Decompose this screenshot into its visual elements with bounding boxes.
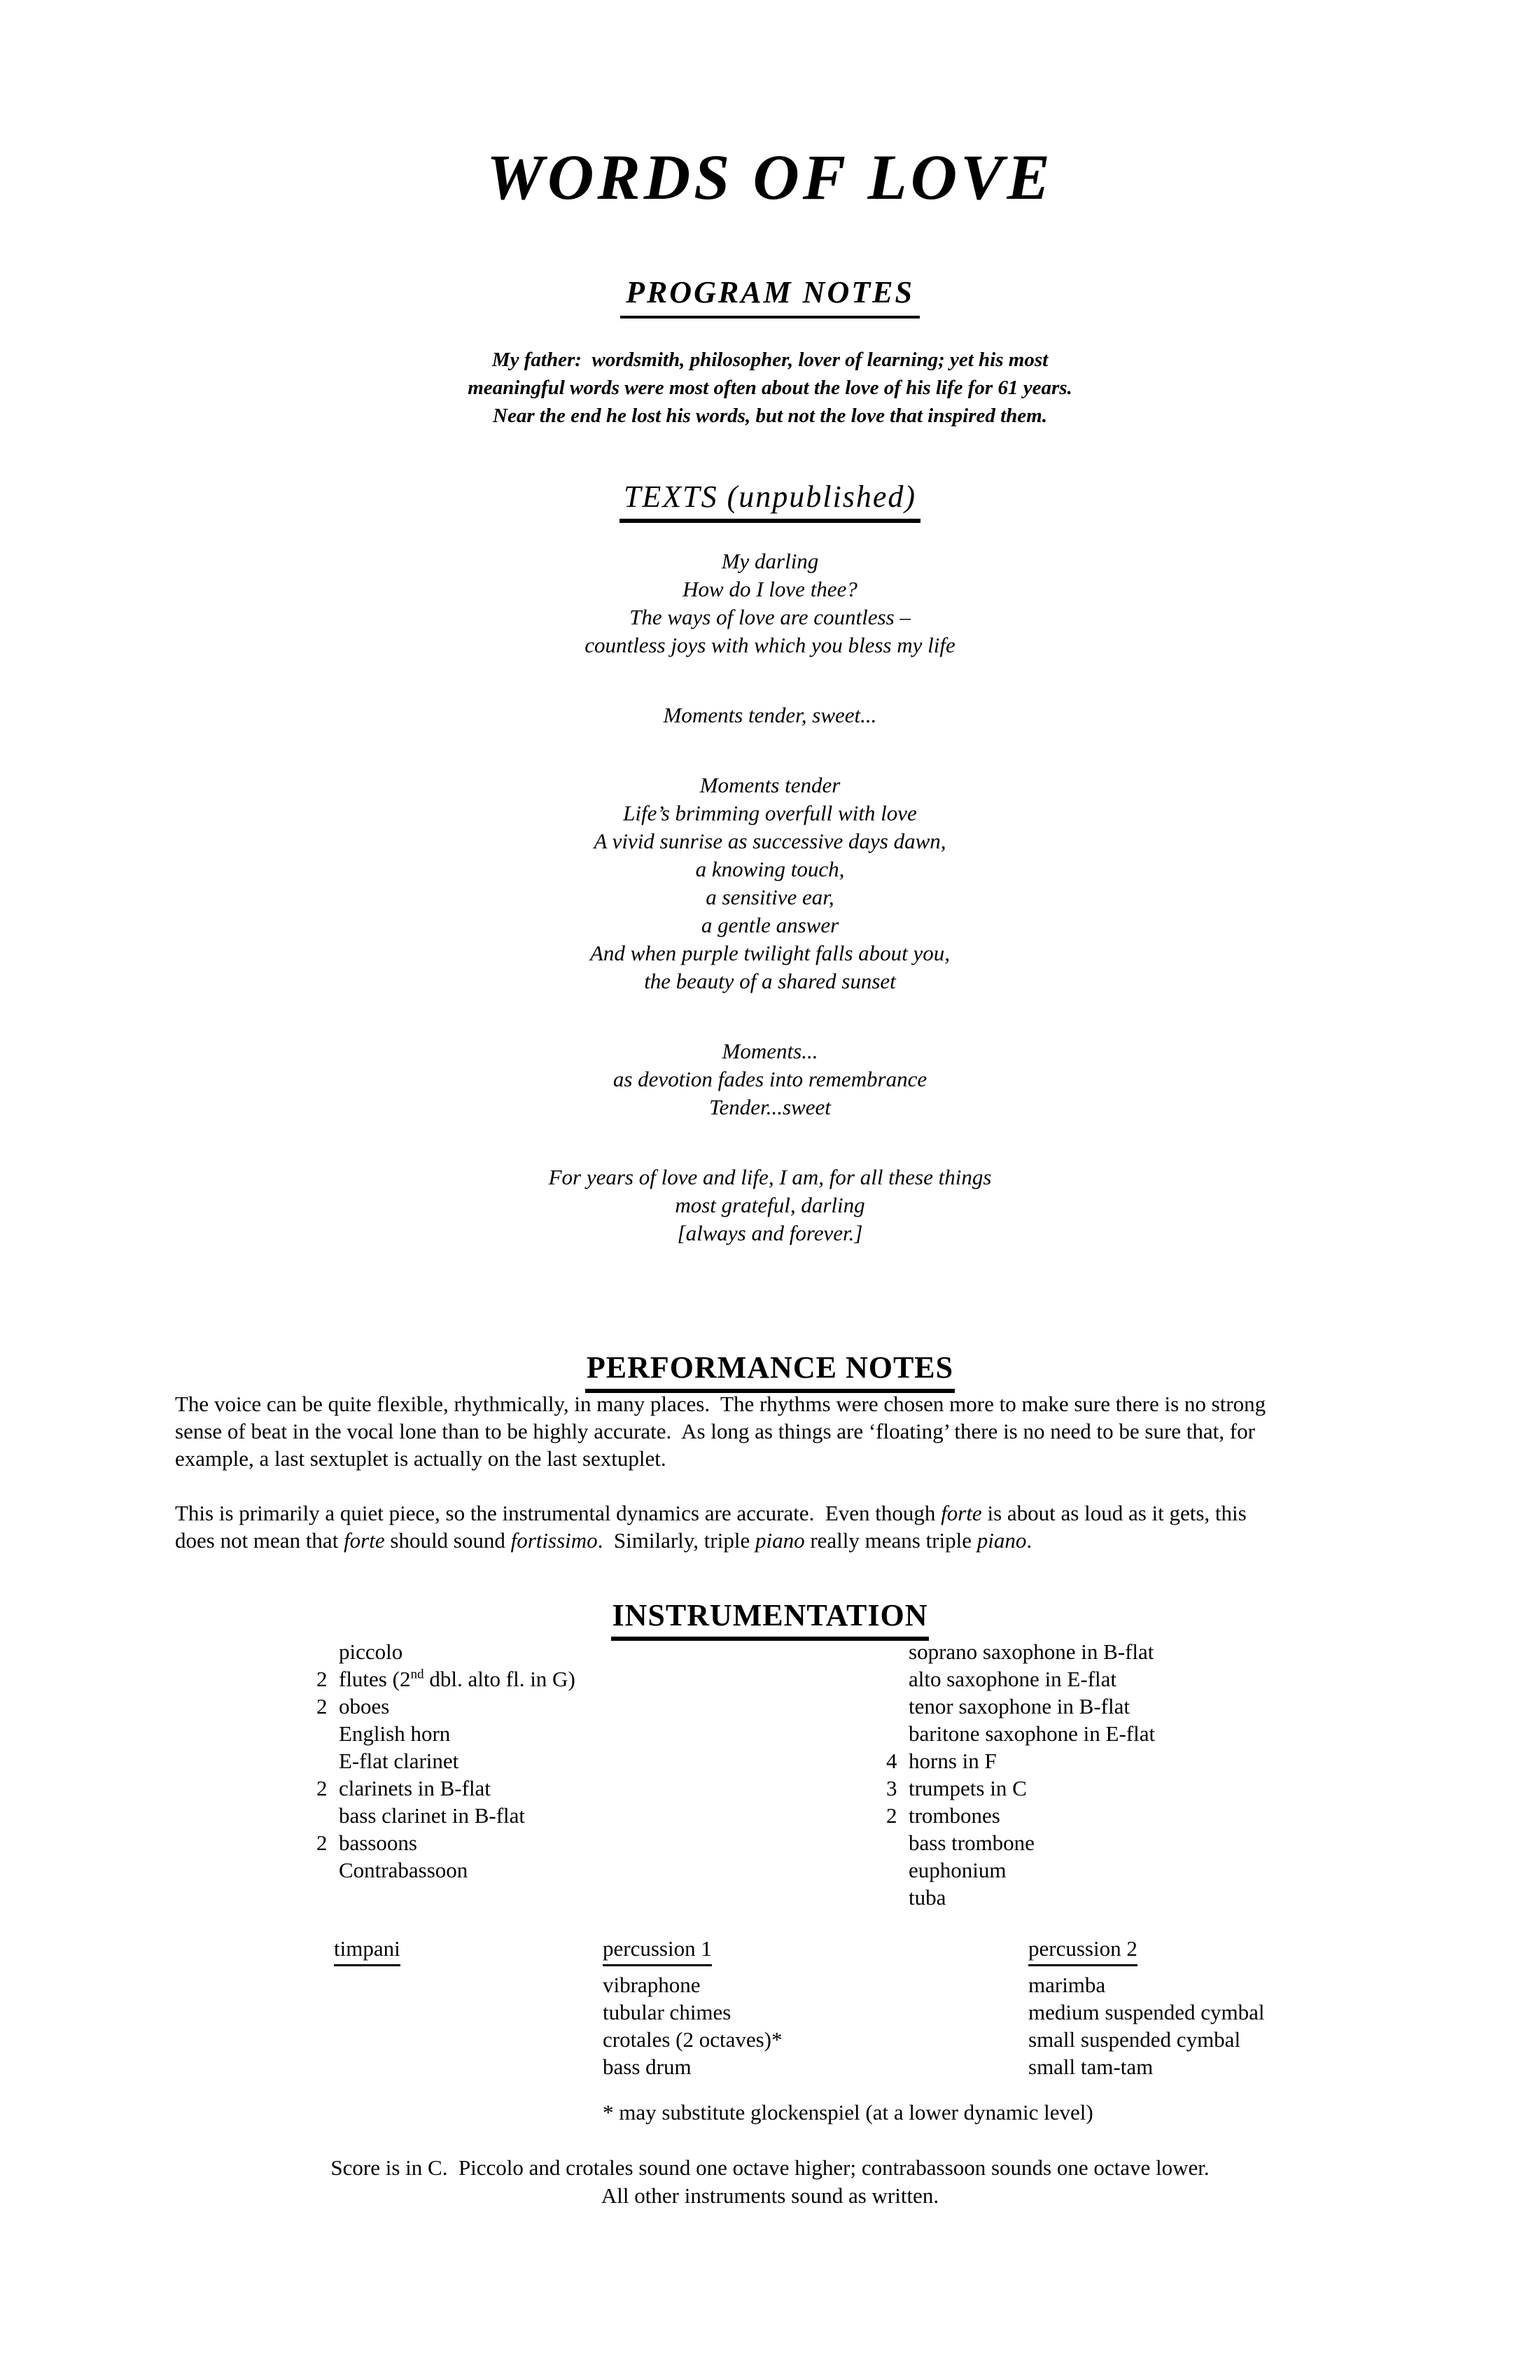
instrument-count: 2: [316, 1667, 328, 1691]
program-notes-heading-text: PROGRAM NOTES: [620, 274, 920, 318]
timpani-label: timpani: [334, 1935, 400, 1966]
text-segment: should sound: [384, 1528, 511, 1553]
text-line: Score is in C. Piccolo and crotales sound one octave higher; contrabassoon sounds one octave lower.: [330, 2155, 1210, 2180]
text-segment: dbl. alto fl. in G): [424, 1667, 575, 1691]
dedication-text: [0, 346, 1540, 430]
timpani-column: [334, 1935, 400, 1971]
instrument-count: 2: [886, 1803, 897, 1828]
poem-line: the beauty of a shared sunset: [644, 969, 896, 993]
percussion-2-column: [1028, 1935, 1265, 2080]
instrument-row: [316, 1856, 575, 1884]
text-line: The voice can be quite flexible, rhythmically, in many places. The rhythms were chosen more to make sure there is no strong: [175, 1392, 1266, 1416]
percussion-item: small suspended cymbal: [1028, 2027, 1241, 2052]
percussion-item: bass drum: [603, 2054, 692, 2079]
instrument-name: piccolo: [339, 1639, 403, 1664]
performance-notes-paragraph-1: [175, 1390, 1376, 1472]
instrument-row: [316, 1665, 575, 1693]
instrument-name: Contrabassoon: [339, 1858, 468, 1882]
text-line: Near the end he lost his words, but not the love that inspired them.: [493, 405, 1047, 427]
poem-stanza: [0, 701, 1540, 729]
poem-line: Moments...: [722, 1039, 818, 1063]
crotales-footnote: * may substitute glockenspiel (at a lower dynamic level): [603, 2100, 1093, 2124]
text-segment: forte: [941, 1501, 982, 1525]
instrument-row: [316, 1829, 575, 1856]
text-line: My father: wordsmith, philosopher, lover of learning; yet his most: [491, 349, 1049, 371]
percussion-1-column: [603, 1935, 783, 2080]
poem-stanza: [0, 1037, 1540, 1121]
instrument-row: [316, 1747, 575, 1774]
instrument-name: trombones: [909, 1803, 1000, 1828]
instrument-row: [316, 1802, 575, 1829]
poem-line: as devotion fades into remembrance: [612, 1067, 927, 1091]
poem-texts: [0, 547, 1540, 1289]
instrument-count: 3: [886, 1776, 897, 1800]
instrument-row: [316, 1638, 575, 1665]
instrument-name: alto saxophone in E-flat: [909, 1667, 1116, 1691]
poem-line: Tender...sweet: [709, 1095, 831, 1119]
instrument-name: bass clarinet in B-flat: [339, 1803, 525, 1828]
poem-line: [always and forever.]: [677, 1221, 863, 1245]
poem-line: How do I love thee?: [682, 577, 858, 601]
text-segment: .: [1026, 1528, 1032, 1553]
poem-line: The ways of love are countless –: [629, 605, 911, 629]
instrument-name: clarinets in B-flat: [339, 1776, 491, 1800]
instrument-name: bass trombone: [909, 1830, 1035, 1855]
instrument-name: oboes: [339, 1694, 390, 1718]
instrument-count: 2: [316, 1776, 328, 1800]
percussion-1-header-row: [603, 1935, 783, 1971]
percussion-item: tubular chimes: [603, 2000, 732, 2024]
percussion-item: small tam-tam: [1028, 2054, 1154, 2079]
program-notes-heading: [0, 274, 1540, 318]
instrument-row: [886, 1665, 1155, 1693]
timpani-header-row: [334, 1935, 400, 1971]
instrument-name: baritone saxophone in E-flat: [909, 1721, 1156, 1746]
percussion-2-items: [1028, 1971, 1265, 2080]
instrument-count: 2: [316, 1694, 328, 1718]
instrument-row: [886, 1638, 1155, 1665]
percussion-item: marimba: [1028, 1973, 1106, 1997]
poem-line: countless joys with which you bless my life: [584, 633, 955, 657]
instrument-row: [886, 1693, 1155, 1720]
text-line: All other instruments sound as written.: [601, 2183, 939, 2208]
instrument-name: English horn: [339, 1721, 451, 1746]
percussion-1-label: percussion 1: [603, 1935, 712, 1966]
instrument-name: E-flat clarinet: [339, 1749, 459, 1773]
score-transposition-note: [0, 2154, 1540, 2210]
instrument-row: [316, 1720, 575, 1747]
instrumentation-left-column: [316, 1638, 575, 1884]
performance-notes-body: [175, 1390, 1376, 1581]
text-segment: piano: [976, 1528, 1027, 1553]
text-segment: This is primarily a quiet piece, so the instrumental dynamics are accurate. Even though: [175, 1501, 941, 1525]
poem-line: a knowing touch,: [695, 857, 845, 881]
percussion-1-items: [603, 1971, 783, 2080]
poem-line: Life’s brimming overfull with love: [623, 801, 917, 825]
instrument-row: [886, 1829, 1155, 1856]
instrument-name: soprano saxophone in B-flat: [909, 1639, 1154, 1664]
instrument-row: [316, 1693, 575, 1720]
performance-notes-heading-text: PERFORMANCE NOTES: [585, 1350, 955, 1393]
performance-notes-heading: [0, 1350, 1540, 1393]
instrument-count: 4: [886, 1749, 897, 1773]
poem-line: My darling: [721, 549, 819, 573]
text-segment: flutes (2: [339, 1667, 411, 1691]
percussion-item: medium suspended cymbal: [1028, 2000, 1265, 2024]
instrument-name: tuba: [909, 1885, 946, 1910]
text-segment: really means triple: [804, 1528, 977, 1553]
instrument-name: bassoons: [339, 1830, 417, 1855]
poem-line: And when purple twilight falls about you,: [589, 941, 951, 965]
text-line: example, a last sextuplet is actually on the last sextuplet.: [175, 1446, 666, 1471]
performance-notes-paragraph-2: [175, 1499, 1376, 1554]
instrument-row: [886, 1856, 1155, 1884]
text-segment: piano: [755, 1528, 805, 1553]
percussion-2-label: percussion 2: [1028, 1935, 1138, 1966]
poem-line: Moments tender: [699, 773, 841, 797]
instrument-name: euphonium: [909, 1858, 1007, 1882]
instrument-name: tenor saxophone in B-flat: [909, 1694, 1130, 1718]
instrument-name: trumpets in C: [909, 1776, 1027, 1800]
texts-heading: [0, 479, 1540, 523]
instrument-row: [316, 1774, 575, 1802]
text-line: sense of beat in the vocal lone than to be highly accurate. As long as things are ‘floating’ there is no need to be sure that, for: [175, 1419, 1255, 1443]
text-segment: is about as loud as it gets, this: [981, 1501, 1247, 1525]
instrumentation-heading: [0, 1597, 1540, 1641]
poem-line: Moments tender, sweet...: [663, 703, 877, 727]
poem-stanza: [0, 1163, 1540, 1247]
instrument-name: [339, 1667, 575, 1691]
poem-stanza: [0, 547, 1540, 659]
instrument-row: [886, 1802, 1155, 1829]
percussion-2-header-row: [1028, 1935, 1265, 1971]
poem-line: a gentle answer: [701, 913, 839, 937]
percussion-item: vibraphone: [603, 1973, 701, 1997]
instrument-name: horns in F: [909, 1749, 997, 1773]
text-segment: fortissimo: [510, 1528, 598, 1553]
instrumentation-heading-text: INSTRUMENTATION: [611, 1597, 930, 1641]
instrument-row: [886, 1774, 1155, 1802]
text-segment: forte: [344, 1528, 385, 1553]
instrument-row: [886, 1720, 1155, 1747]
text-segment: does not mean that: [175, 1528, 344, 1553]
poem-line: a sensitive ear,: [706, 885, 834, 909]
text-line: meaningful words were most often about the love of his life for 61 years.: [468, 377, 1072, 399]
instrumentation-right-column: [886, 1638, 1155, 1911]
poem-line: A vivid sunrise as successive days dawn,: [594, 829, 946, 853]
instrument-row: [886, 1747, 1155, 1774]
poem-line: For years of love and life, I am, for all these things: [548, 1165, 992, 1189]
poem-line: most grateful, darling: [675, 1193, 865, 1217]
document-title: WORDS OF LOVE: [486, 141, 1054, 213]
text-segment: nd: [410, 1667, 424, 1682]
percussion-item: crotales (2 octaves)*: [603, 2027, 783, 2052]
poem-stanza: [0, 771, 1540, 995]
texts-heading-text: TEXTS (unpublished): [620, 479, 920, 523]
instrument-count: 2: [316, 1830, 328, 1855]
text-segment: . Similarly, triple: [597, 1528, 755, 1553]
instrument-row: [886, 1884, 1155, 1911]
